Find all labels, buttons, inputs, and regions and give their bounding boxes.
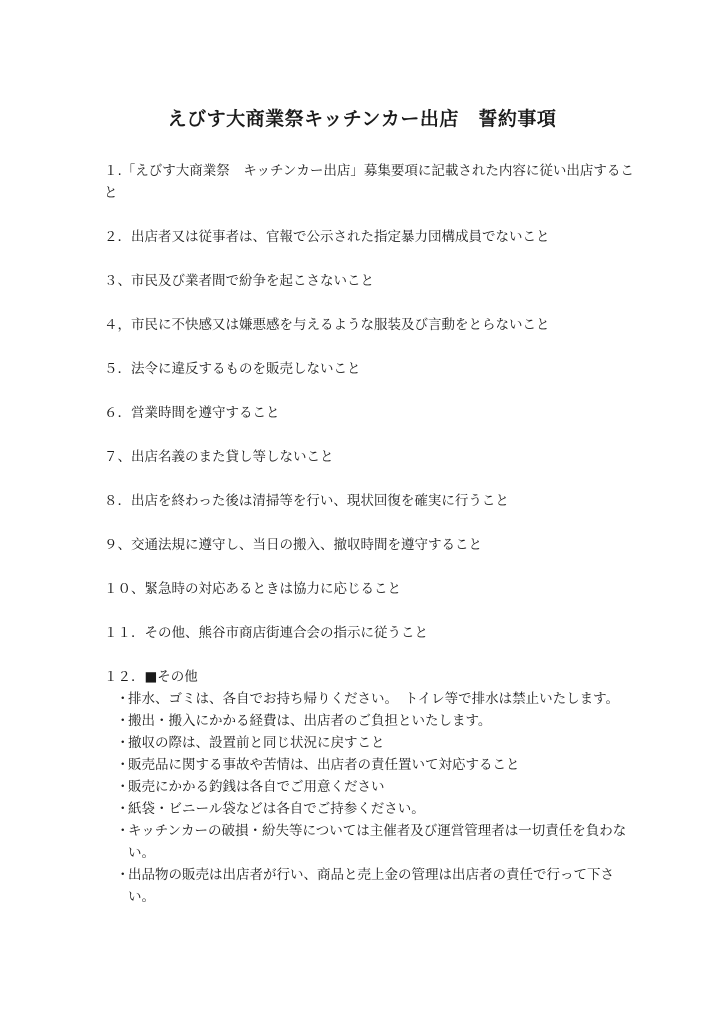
bullet-icon: ・: [116, 801, 130, 817]
bullet-icon: ・: [116, 735, 130, 751]
list-item: [104, 864, 634, 908]
bullet-icon: ・: [116, 713, 130, 729]
list-item-text: キッチンカーの破損・紛失等については主催者及び運営管理者は一切責任を負わない。: [128, 823, 627, 861]
list-item: [104, 754, 634, 776]
list-item: [104, 688, 634, 710]
pledge-item-4: ４，市民に不快感又は嫌悪感を与えるような服装及び言動をとらないこと: [104, 317, 550, 333]
bullet-icon: ・: [116, 757, 130, 773]
pledge-item-12-heading: １２．■その他: [104, 669, 198, 685]
list-item-text: 出品物の販売は出店者が行い、商品と売上金の管理は出店者の責任で行って下さい。: [128, 867, 614, 905]
list-item: [104, 732, 634, 754]
list-item: [104, 776, 634, 798]
pledge-item-11: １１．その他、熊谷市商店街連合会の指示に従うこと: [104, 625, 428, 641]
pledge-item-7: ７、出店名義のまた貸し等しないこと: [104, 449, 334, 465]
bullet-icon: ・: [116, 823, 130, 839]
pledge-item-3: ３、市民及び業者間で紛争を起こさないこと: [104, 273, 374, 289]
pledge-item-1: １.「えびす大商業祭 キッチンカー出店」募集要項に記載された内容に従い出店すること: [104, 163, 634, 201]
list-item: [104, 820, 634, 864]
list-item-text: 搬出・搬入にかかる経費は、出店者のご負担といたします。: [128, 713, 492, 729]
list-item: [104, 710, 634, 732]
bullet-icon: ・: [116, 779, 130, 795]
pledge-item-5: ５．法令に違反するものを販売しないこと: [104, 361, 361, 377]
pledge-item-9: ９、交通法規に遵守し、当日の搬入、撤収時間を遵守すること: [104, 537, 482, 553]
document-title: えびす大商業祭キッチンカー出店 誓約事項: [167, 108, 557, 130]
pledge-item-6: ６．営業時間を遵守すること: [104, 405, 280, 421]
list-item-text: 販売にかかる釣銭は各自でご用意ください: [128, 779, 385, 795]
pledge-item-8: ８．出店を終わった後は清掃等を行い、現状回復を確実に行うこと: [104, 493, 509, 509]
list-item-text: 撤収の際は、設置前と同じ状況に戻すこと: [128, 735, 385, 751]
list-item-text: 排水、ゴミは、各自でお持ち帰りください。 トイレ等で排水は禁止いたします。: [128, 691, 619, 707]
pledge-item-10: １０、緊急時の対応あるときは協力に応じること: [104, 581, 401, 597]
list-item-text: 紙袋・ビニール袋などは各自でご持参ください。: [128, 801, 425, 817]
pledge-item-2: ２．出店者又は従事者は、官報で公示された指定暴力団構成員でないこと: [104, 229, 550, 245]
list-item: [104, 798, 634, 820]
other-notes-list: [104, 688, 634, 908]
pledge-list: [104, 160, 634, 908]
list-item-text: 販売品に関する事故や苦情は、出店者の責任置いて対応すること: [128, 757, 520, 773]
bullet-icon: ・: [116, 691, 130, 707]
bullet-icon: ・: [116, 867, 130, 883]
